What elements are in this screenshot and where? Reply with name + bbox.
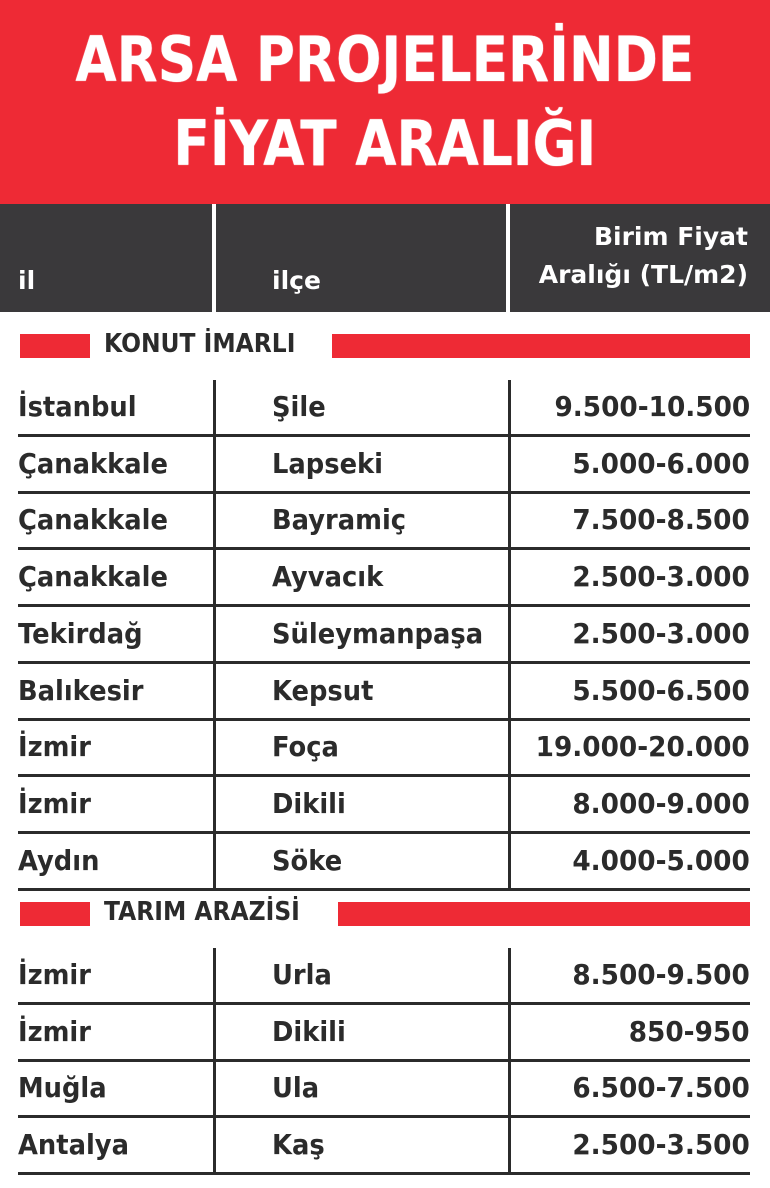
cell-ilce: Kepsut xyxy=(272,674,374,707)
section-header xyxy=(0,892,770,932)
header-birim-fiyat xyxy=(539,218,748,294)
section-bar-right xyxy=(332,334,750,358)
cell-ilce: Dikili xyxy=(272,1015,346,1048)
cell-fiyat: 9.500-10.500 xyxy=(554,390,750,423)
column-divider xyxy=(213,380,216,434)
column-divider xyxy=(213,607,216,661)
cell-ilce: Ula xyxy=(272,1071,320,1104)
column-divider xyxy=(213,664,216,718)
cell-ilce: Kaş xyxy=(272,1128,325,1161)
table-row xyxy=(18,607,750,664)
header-ilce: ilçe xyxy=(272,266,321,295)
header-birim-fiyat-line1: Birim Fiyat xyxy=(593,222,748,251)
row-divider xyxy=(18,888,750,891)
cell-il: Muğla xyxy=(18,1071,107,1104)
column-divider xyxy=(213,1005,216,1059)
column-divider xyxy=(508,1005,511,1059)
section-bar-left xyxy=(20,902,90,926)
column-divider xyxy=(508,380,511,434)
cell-il: Çanakkale xyxy=(18,447,168,480)
column-divider xyxy=(213,1118,216,1172)
cell-fiyat: 2.500-3.500 xyxy=(572,1128,750,1161)
title-line-1: ARSA PROJELERİNDE xyxy=(75,23,695,96)
table-row xyxy=(18,777,750,834)
row-divider xyxy=(18,1172,750,1175)
cell-ilce: Söke xyxy=(272,844,343,877)
column-divider xyxy=(508,777,511,831)
column-divider xyxy=(508,493,511,547)
table-row xyxy=(18,948,750,1005)
cell-il: İstanbul xyxy=(18,390,137,423)
column-divider xyxy=(508,437,511,491)
table-row xyxy=(18,380,750,437)
cell-il: İzmir xyxy=(18,787,91,820)
column-divider xyxy=(508,607,511,661)
section-header xyxy=(0,324,770,364)
header-il: il xyxy=(18,266,36,295)
cell-fiyat: 850-950 xyxy=(629,1015,750,1048)
table-row xyxy=(18,437,750,494)
column-divider xyxy=(213,493,216,547)
cell-fiyat: 2.500-3.000 xyxy=(572,560,750,593)
cell-ilce: Dikili xyxy=(272,787,346,820)
cell-il: Çanakkale xyxy=(18,560,168,593)
cell-il: Antalya xyxy=(18,1128,129,1161)
column-divider xyxy=(508,664,511,718)
header-divider xyxy=(506,204,510,312)
cell-il: Balıkesir xyxy=(18,674,144,707)
table-row xyxy=(18,1118,750,1175)
table-row xyxy=(18,1005,750,1062)
cell-il: İzmir xyxy=(18,958,91,991)
cell-il: Tekirdağ xyxy=(18,617,143,650)
cell-fiyat: 2.500-3.000 xyxy=(572,617,750,650)
cell-ilce: Urla xyxy=(272,958,332,991)
title-banner xyxy=(0,0,770,204)
column-divider xyxy=(213,1061,216,1115)
cell-fiyat: 4.000-5.000 xyxy=(572,844,750,877)
column-divider xyxy=(508,1061,511,1115)
column-divider xyxy=(213,948,216,1002)
cell-fiyat: 8.500-9.500 xyxy=(572,958,750,991)
column-divider xyxy=(213,437,216,491)
cell-ilce: Süleymanpaşa xyxy=(272,617,484,650)
table-row xyxy=(18,720,750,777)
table-row xyxy=(18,1061,750,1118)
cell-fiyat: 6.500-7.500 xyxy=(572,1071,750,1104)
column-divider xyxy=(508,1118,511,1172)
cell-il: İzmir xyxy=(18,1015,91,1048)
cell-fiyat: 19.000-20.000 xyxy=(535,730,750,763)
title-line-2: FİYAT ARALIĞI xyxy=(173,107,597,180)
cell-fiyat: 8.000-9.000 xyxy=(572,787,750,820)
column-divider xyxy=(508,720,511,774)
section-bar-left xyxy=(20,334,90,358)
cell-ilce: Lapseki xyxy=(272,447,384,480)
section-bar-right xyxy=(338,902,750,926)
table-header xyxy=(0,204,770,312)
cell-fiyat: 7.500-8.500 xyxy=(572,503,750,536)
section-label: TARIM ARAZİSİ xyxy=(104,897,300,927)
cell-ilce: Bayramiç xyxy=(272,503,407,536)
cell-il: İzmir xyxy=(18,730,91,763)
cell-ilce: Foça xyxy=(272,730,339,763)
header-divider xyxy=(212,204,216,312)
column-divider xyxy=(213,720,216,774)
cell-ilce: Ayvacık xyxy=(272,560,384,593)
header-birim-fiyat-line2: Aralığı (TL/m2) xyxy=(538,260,748,289)
column-divider xyxy=(508,834,511,888)
section-label: KONUT İMARLI xyxy=(104,329,296,359)
table-row xyxy=(18,493,750,550)
cell-ilce: Şile xyxy=(272,390,326,423)
table-row xyxy=(18,834,750,891)
column-divider xyxy=(213,777,216,831)
cell-fiyat: 5.000-6.000 xyxy=(572,447,750,480)
column-divider xyxy=(508,550,511,604)
table-row xyxy=(18,664,750,721)
cell-il: Çanakkale xyxy=(18,503,168,536)
table-row xyxy=(18,550,750,607)
column-divider xyxy=(213,550,216,604)
cell-il: Aydın xyxy=(18,844,100,877)
cell-fiyat: 5.500-6.500 xyxy=(572,674,750,707)
column-divider xyxy=(508,948,511,1002)
column-divider xyxy=(213,834,216,888)
